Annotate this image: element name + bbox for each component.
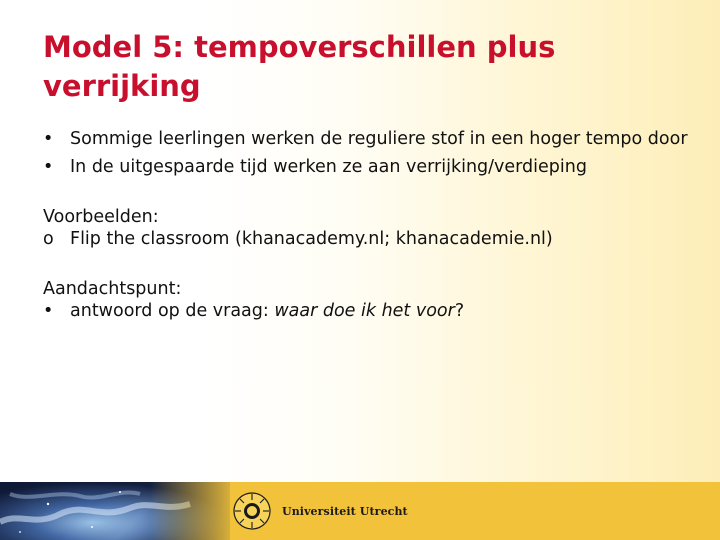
main-bullet-list (43, 128, 693, 178)
examples-heading: Voorbeelden: (43, 207, 159, 227)
footer-band (0, 482, 720, 540)
bullet-marker: • (43, 301, 54, 321)
slide-content (43, 128, 693, 328)
attention-list (43, 300, 693, 322)
attention-item (43, 300, 693, 322)
bullet-marker: • (43, 157, 54, 177)
university-logo (232, 490, 408, 532)
bullet-text: In de uitgespaarde tijd werken ze aan verrijking/verdieping (70, 157, 587, 177)
bullet-text: Sommige leerlingen werken de reguliere stof in een hoger tempo door (70, 129, 688, 149)
slide-title: Model 5: tempoverschillen plus verrijking (43, 30, 556, 103)
attention-text-suffix: ? (454, 301, 465, 321)
logo-text: Universiteit Utrecht (282, 504, 408, 518)
example-text: Flip the classroom (khanacademy.nl; khanacademie.nl) (70, 229, 553, 249)
example-item (43, 228, 693, 250)
bullet-item (43, 128, 693, 150)
bullet-marker: • (43, 129, 54, 149)
attention-text-prefix: antwoord op de vraag: (70, 301, 275, 321)
bullet-item (43, 156, 693, 178)
attention-text-italic: waar doe ik het voor (274, 301, 455, 321)
attention-heading: Aandachtspunt: (43, 279, 182, 299)
circle-bullet-marker: o (43, 229, 54, 249)
sun-seal-icon (232, 491, 272, 531)
examples-list (43, 228, 693, 250)
